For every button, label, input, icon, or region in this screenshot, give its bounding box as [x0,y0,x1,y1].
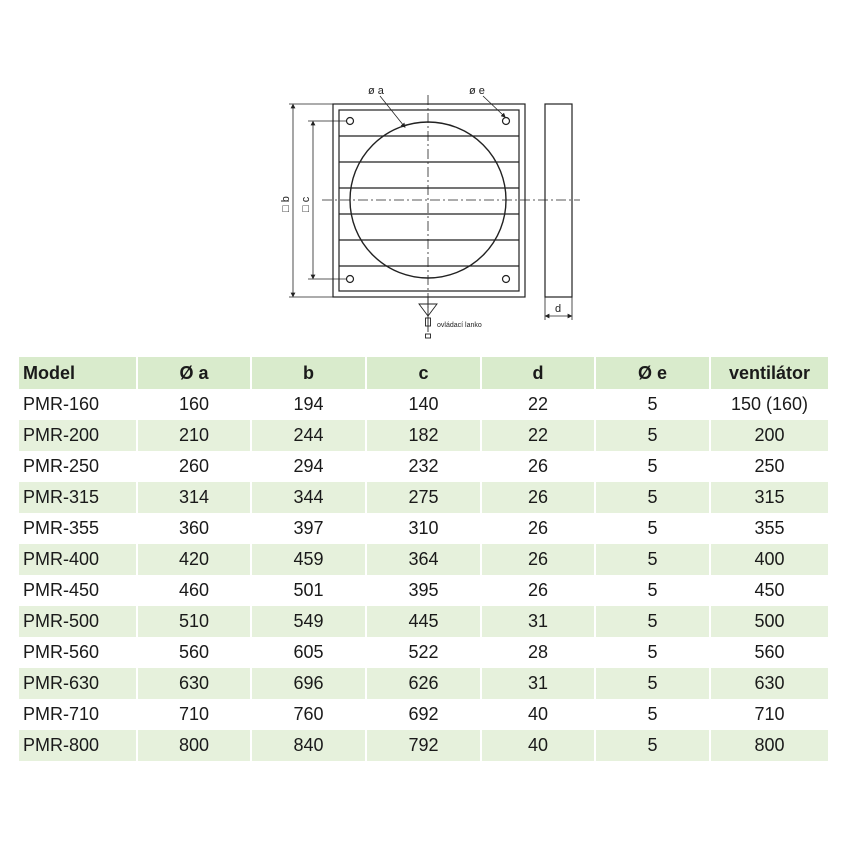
cell-dia-a: 510 [138,606,250,637]
cell-dia-a: 160 [178,394,210,414]
cell-dia-e: 5 [596,420,709,451]
cell-d: 31 [482,668,594,699]
header-b: b [252,357,365,389]
cell-d: 40 [527,704,549,724]
cell-model: PMR-200 [19,420,136,451]
technical-drawing [0,0,850,350]
cell-dia-e: 5 [647,394,658,414]
cell-c: 275 [367,482,480,513]
cell-c: 626 [367,668,480,699]
cell-dia-e: 5 [647,704,658,724]
cell-d: 22 [482,420,594,451]
cell-model: PMR-560 [23,642,100,662]
cell-b: 459 [252,544,365,575]
cell-model: PMR-800 [19,730,136,761]
cell-fan: 710 [754,704,785,724]
cell-fan: 200 [711,420,828,451]
cell-b: 549 [252,606,365,637]
cable-label: ovládací lanko [437,322,482,329]
control-cable [419,297,437,338]
cell-dia-e: 5 [596,544,709,575]
cell-d: 26 [482,544,594,575]
cell-d: 26 [527,456,549,476]
table-row [19,420,828,451]
label-c: □ c [300,196,312,212]
table-row [19,482,828,513]
cell-d: 31 [482,606,594,637]
header-dia-a: Ø a [138,357,250,389]
label-d: d [555,303,562,315]
cell-b: 696 [252,668,365,699]
cell-b: 760 [293,704,324,724]
cell-c: 522 [408,642,439,662]
header-fan: ventilátor [711,357,828,389]
cell-dia-e: 5 [647,518,658,538]
cell-model: PMR-250 [23,456,100,476]
cell-model: PMR-500 [19,606,136,637]
cell-dia-e: 5 [596,730,709,761]
cell-dia-a: 260 [178,456,210,476]
cell-dia-a: 630 [138,668,250,699]
cell-model: PMR-355 [23,518,100,538]
cell-dia-a: 420 [138,544,250,575]
cell-model: PMR-710 [23,704,100,724]
spec-table [17,357,830,761]
cell-c: 395 [408,580,439,600]
cell-b: 294 [293,456,324,476]
cell-c: 310 [408,518,439,538]
cell-d: 40 [482,730,594,761]
table-body [19,389,828,761]
center-lines [322,95,580,310]
cell-fan: 500 [711,606,828,637]
cell-fan: 355 [754,518,785,538]
cell-b: 344 [252,482,365,513]
table-header-row [19,357,828,389]
cell-model: PMR-160 [23,394,100,414]
header-c: c [367,357,480,389]
front-view [333,104,525,297]
cell-fan: 250 [754,456,785,476]
cell-c: 232 [408,456,439,476]
cell-b: 397 [293,518,324,538]
cell-fan: 560 [754,642,785,662]
label-a: ø a [368,85,384,97]
table-row [19,637,828,668]
cell-c: 364 [367,544,480,575]
table-row [19,730,828,761]
table-row [19,699,828,730]
cell-dia-a: 360 [178,518,210,538]
cell-b: 840 [252,730,365,761]
cell-model: PMR-450 [23,580,100,600]
cell-d: 26 [527,580,549,600]
cell-fan: 150 (160) [730,394,809,414]
cell-b: 244 [252,420,365,451]
cell-dia-a: 560 [178,642,210,662]
cell-model: PMR-315 [19,482,136,513]
cell-fan: 630 [711,668,828,699]
cell-c: 792 [367,730,480,761]
header-d: d [482,357,594,389]
cell-dia-e: 5 [647,456,658,476]
cell-dia-e: 5 [647,580,658,600]
cell-fan: 800 [711,730,828,761]
leaders [380,96,504,126]
table-row [19,389,828,420]
table-row [19,668,828,699]
cell-dia-a: 314 [138,482,250,513]
cell-d: 26 [482,482,594,513]
cell-d: 22 [527,394,549,414]
cell-b: 501 [293,580,324,600]
cell-c: 140 [408,394,439,414]
cell-model: PMR-630 [19,668,136,699]
cell-dia-a: 800 [138,730,250,761]
cell-dia-e: 5 [647,642,658,662]
table-row [19,451,828,482]
table-row [19,575,828,606]
cell-model: PMR-400 [19,544,136,575]
label-e: ø e [469,85,485,97]
cell-dia-e: 5 [596,482,709,513]
cell-fan: 400 [711,544,828,575]
cell-dia-a: 710 [178,704,210,724]
cell-dia-e: 5 [596,668,709,699]
header-model: Model [19,357,136,389]
cell-dia-e: 5 [596,606,709,637]
cell-b: 605 [293,642,324,662]
cell-c: 445 [367,606,480,637]
cell-c: 692 [408,704,439,724]
cell-dia-a: 460 [178,580,210,600]
label-b: □ b [280,196,292,212]
cell-fan: 450 [754,580,785,600]
cell-dia-a: 210 [138,420,250,451]
header-dia-e: Ø e [596,357,709,389]
table-row [19,513,828,544]
side-view [545,104,572,297]
cell-d: 28 [527,642,549,662]
table-row [19,544,828,575]
cell-d: 26 [527,518,549,538]
table-row [19,606,828,637]
cell-fan: 315 [711,482,828,513]
cell-b: 194 [293,394,324,414]
cell-c: 182 [367,420,480,451]
